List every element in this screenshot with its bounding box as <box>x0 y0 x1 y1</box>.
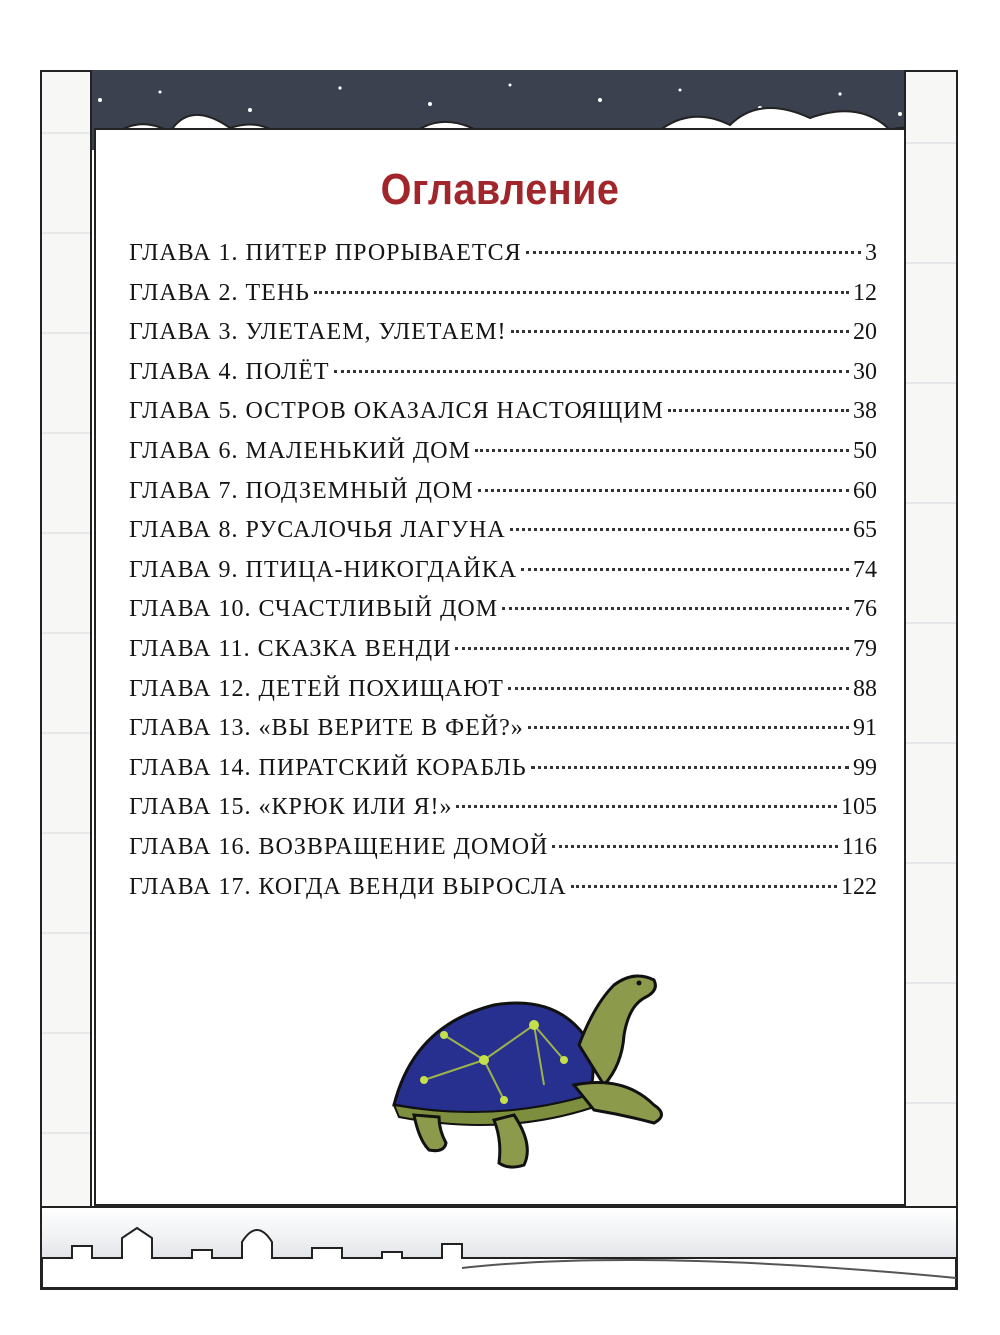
toc-row <box>129 359 877 399</box>
toc-page-number: 116 <box>841 833 877 860</box>
table-of-contents-panel <box>94 128 906 1206</box>
toc-row <box>129 794 877 834</box>
toc-leader-dots <box>334 370 849 373</box>
toc-leader-dots <box>508 687 849 690</box>
toc-leader-dots <box>511 330 849 333</box>
toc-leader-dots <box>478 489 849 492</box>
page-title: Оглавление <box>380 165 620 214</box>
toc-row <box>129 636 877 676</box>
toc-chapter-title: ГЛАВА 12. ДЕТЕЙ ПОХИЩАЮТ <box>129 675 504 702</box>
town-skyline-border <box>40 1206 958 1290</box>
toc-page-number: 76 <box>853 596 877 623</box>
toc-page-number: 12 <box>853 279 877 306</box>
toc-row <box>129 834 877 874</box>
toc-row <box>129 478 877 518</box>
toc-page-number: 60 <box>853 477 877 504</box>
toc-leader-dots <box>502 607 849 610</box>
turtle-illustration <box>384 965 694 1175</box>
toc-leader-dots <box>456 805 837 808</box>
toc-page-number: 74 <box>853 556 877 583</box>
toc-chapter-title: ГЛАВА 3. УЛЕТАЕМ, УЛЕТАЕМ! <box>129 319 507 346</box>
toc-chapter-title: ГЛАВА 15. «КРЮК ИЛИ Я!» <box>129 794 453 821</box>
toc-row <box>129 755 877 795</box>
toc-chapter-title: ГЛАВА 13. «ВЫ ВЕРИТЕ В ФЕЙ?» <box>129 715 524 742</box>
toc-chapter-title: ГЛАВА 17. КОГДА ВЕНДИ ВЫРОСЛА <box>129 873 567 900</box>
toc-page-number: 50 <box>853 437 877 464</box>
toc-row <box>129 517 877 557</box>
toc-chapter-title: ГЛАВА 5. ОСТРОВ ОКАЗАЛСЯ НАСТОЯЩИМ <box>129 398 664 425</box>
toc-chapter-title: ГЛАВА 7. ПОДЗЕМНЫЙ ДОМ <box>129 477 474 504</box>
turtle-icon <box>384 965 694 1175</box>
left-landscape-border <box>40 70 92 1290</box>
town-skyline <box>42 1208 956 1288</box>
toc-leader-dots <box>531 766 849 769</box>
toc-leader-dots <box>455 647 849 650</box>
toc-page-number: 88 <box>853 675 877 702</box>
toc-page-number: 3 <box>865 240 877 266</box>
toc-row <box>129 596 877 636</box>
toc-row <box>129 240 877 280</box>
toc-row <box>129 280 877 320</box>
toc-row <box>129 557 877 597</box>
toc-page-number: 99 <box>853 754 877 781</box>
toc-chapter-title: ГЛАВА 2. ТЕНЬ <box>129 279 310 306</box>
toc-row <box>129 715 877 755</box>
toc-page-number: 91 <box>853 715 877 742</box>
toc-page-number: 79 <box>853 635 877 662</box>
toc-leader-dots <box>314 291 849 294</box>
toc-chapter-title: ГЛАВА 10. СЧАСТЛИВЫЙ ДОМ <box>129 596 499 623</box>
toc-chapter-title: ГЛАВА 11. СКАЗКА ВЕНДИ <box>129 635 452 662</box>
toc-leader-dots <box>475 449 849 452</box>
toc-chapter-title: ГЛАВА 14. ПИРАТСКИЙ КОРАБЛЬ <box>129 754 527 781</box>
toc-row <box>129 438 877 478</box>
toc-leader-dots <box>528 726 849 729</box>
toc-chapter-title: ГЛАВА 4. ПОЛЁТ <box>129 358 330 385</box>
toc-page-number: 38 <box>853 398 877 425</box>
toc-page-number: 20 <box>853 319 877 346</box>
toc-chapter-title: ГЛАВА 1. ПИТЕР ПРОРЫВАЕТСЯ <box>129 240 522 266</box>
toc-chapter-title: ГЛАВА 9. ПТИЦА-НИКОГДАЙКА <box>129 556 518 583</box>
toc-page-number: 30 <box>853 358 877 385</box>
toc-row <box>129 874 877 914</box>
right-landscape-border <box>904 70 958 1290</box>
toc-leader-dots <box>571 885 837 888</box>
toc-page-number: 122 <box>841 873 877 900</box>
toc-leader-dots <box>552 845 838 848</box>
toc-leader-dots <box>521 568 849 571</box>
toc-leader-dots <box>668 409 849 412</box>
toc-chapter-title: ГЛАВА 8. РУСАЛОЧЬЯ ЛАГУНА <box>129 517 506 544</box>
toc-chapter-title: ГЛАВА 6. МАЛЕНЬКИЙ ДОМ <box>129 437 471 464</box>
toc-page-number: 65 <box>853 517 877 544</box>
toc-row <box>129 319 877 359</box>
toc-list <box>129 240 877 913</box>
toc-row <box>129 676 877 716</box>
toc-leader-dots <box>526 251 861 254</box>
toc-row <box>129 398 877 438</box>
toc-page-number: 105 <box>841 794 877 821</box>
toc-chapter-title: ГЛАВА 16. ВОЗВРАЩЕНИЕ ДОМОЙ <box>129 833 549 860</box>
toc-leader-dots <box>510 528 849 531</box>
